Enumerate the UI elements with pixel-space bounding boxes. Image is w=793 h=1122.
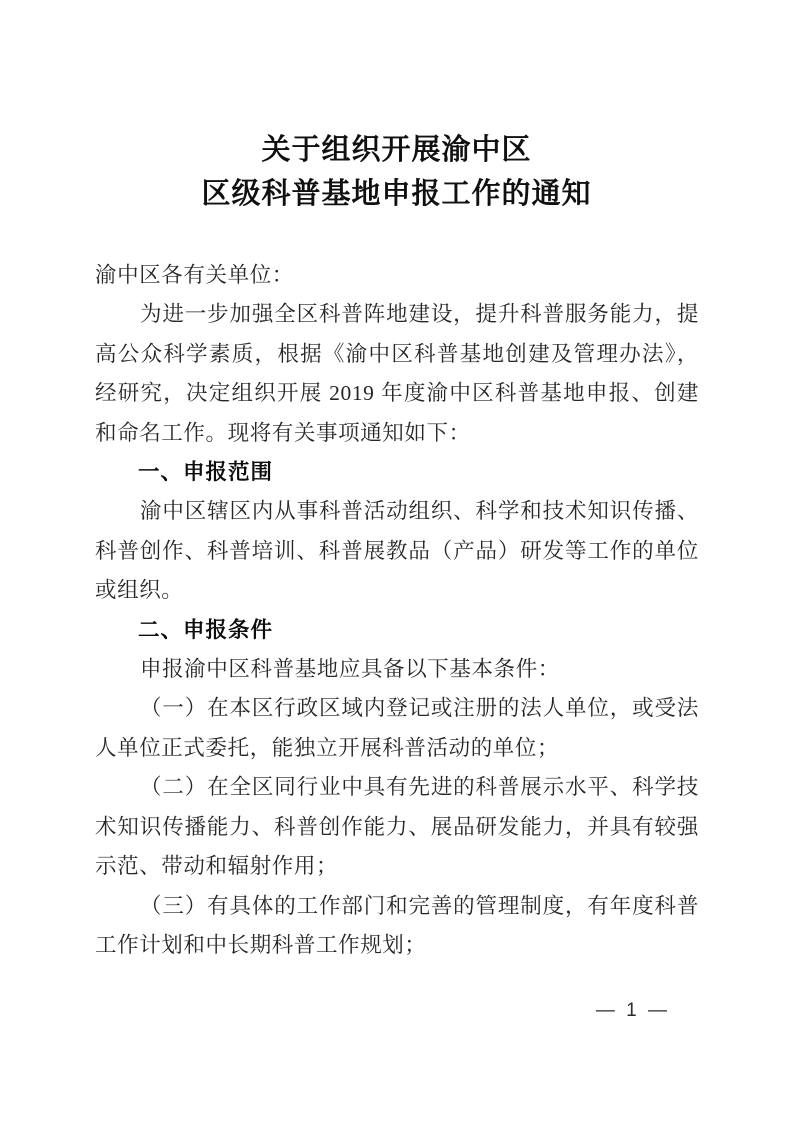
intro-paragraph: 为进一步加强全区科普阵地建设，提升科普服务能力，提高公众科学素质，根据《渝中区科普基地创建及管理办法》，经研究，决定组织开展 2019 年度渝中区科普基地申报、创建和命名工作。现将有关事项通知如下： [95,302,699,445]
section-2-paragraph-1: 申报渝中区科普基地应具备以下基本条件： [140,657,560,682]
document-title [95,128,698,216]
section-heading-1: 一、申报范围 [138,460,274,485]
section-1-paragraph-1: 渝中区辖区内从事科普活动组织、科学和技术知识传播、科普创作、科普培训、科普展教品（产品）研发等工作的单位或组织。 [95,499,699,603]
title-line-1: 关于组织开展渝中区 [261,134,532,166]
section-2-item-2: （二）在全区同行业中具有先进的科普展示水平、科学技术知识传播能力、科普创作能力、展品研发能力，并具有较强示范、带动和辐射作用； [95,775,699,879]
section-2-item-3: （三）有具体的工作部门和完善的管理制度，有年度科普工作计划和中长期科普工作规划； [95,893,699,957]
section-heading-2: 二、申报条件 [138,617,274,642]
document-body [95,256,699,965]
page-footer [95,1000,698,1022]
page-number: — 1 — [595,1000,670,1021]
section-2-item-1: （一）在本区行政区域内登记或注册的法人单位，或受法人单位正式委托，能独立开展科普活动的单位； [95,696,699,760]
addressee-line: 渝中区各有关单位： [95,263,294,287]
title-line-2: 区级科普基地申报工作的通知 [201,178,592,210]
